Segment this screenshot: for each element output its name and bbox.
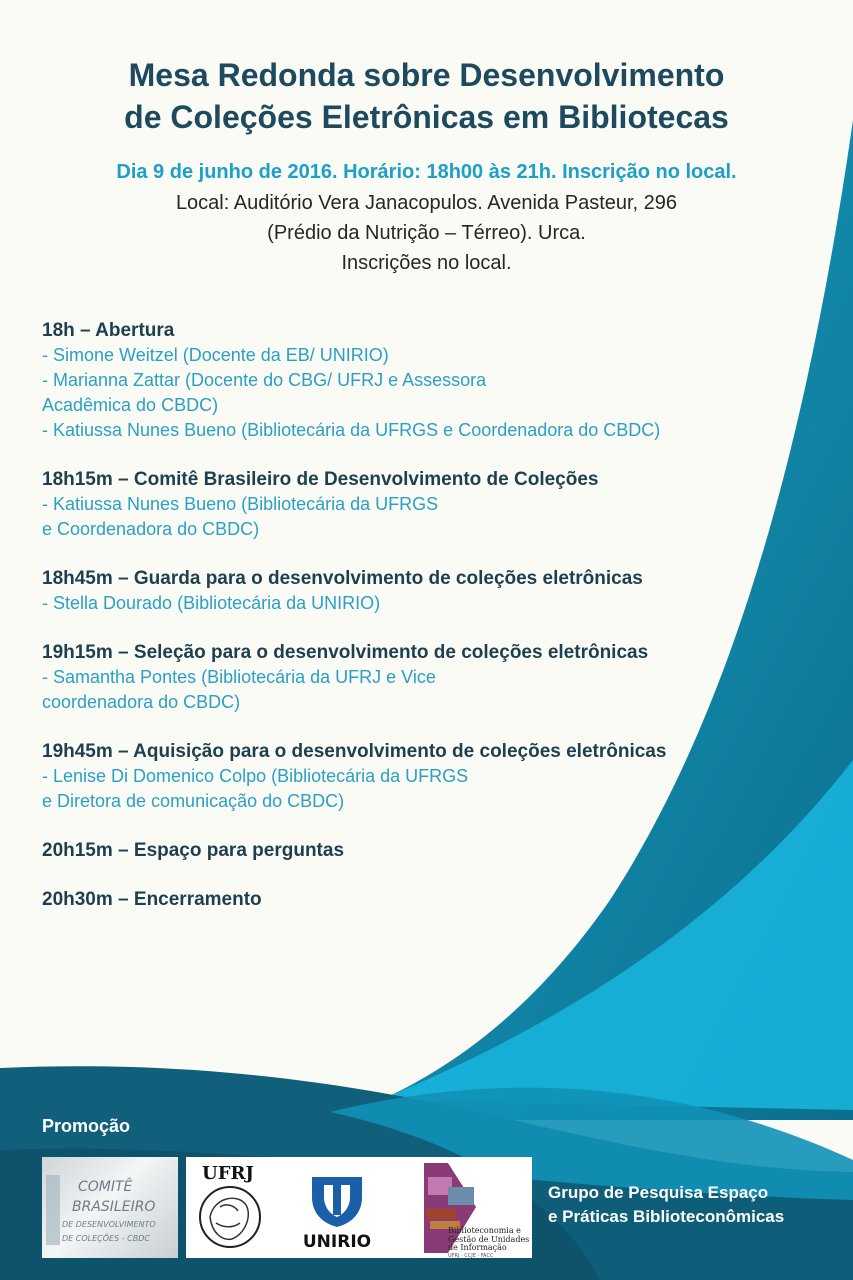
session-selecao: [42, 640, 822, 715]
speaker-line: - Stella Dourado (Bibliotecária da UNIRIO): [42, 593, 381, 613]
session-opening: [42, 318, 822, 443]
bib-logo-text-2: Gestão de Unidades: [448, 1235, 530, 1244]
bib-logo-text-3: de Informação: [448, 1243, 507, 1252]
unirio-logo: [303, 1177, 371, 1252]
research-group-name: [548, 1181, 784, 1229]
cbdc-logo-art: [42, 1157, 178, 1258]
cbdc-logo-text-2: BRASILEIRO: [72, 1199, 156, 1215]
speaker-line: coordenadora do CBDC): [42, 692, 241, 712]
speaker-line: e Diretora de comunicação do CBDC): [42, 791, 345, 811]
speaker-line: - Marianna Zattar (Docente do CBG/ UFRJ e Assessora: [42, 370, 487, 390]
unirio-logo-text: UNIRIO: [302, 1232, 372, 1252]
research-group-line-1: Grupo de Pesquisa Espaço: [548, 1183, 769, 1202]
session-title: 19h45m – Aquisição para o desenvolvimento de coleções eletrônicas: [42, 741, 667, 762]
session-title: 18h45m – Guarda para o desenvolvimento de coleções eletrônicas: [42, 568, 643, 589]
cbdc-logo: [42, 1157, 178, 1258]
speaker-line: e Coordenadora do CBDC): [42, 519, 260, 539]
event-title-line-2: de Coleções Eletrônicas em Bibliotecas: [124, 99, 729, 135]
location-line-2: (Prédio da Nutrição – Térreo). Urca.: [267, 222, 586, 244]
program-schedule: [42, 318, 822, 936]
cbdc-logo-text-4: DE COLEÇÕES - CBDC: [62, 1234, 150, 1243]
session-committee: [42, 467, 822, 542]
ufrj-logo-text: UFRJ: [202, 1163, 254, 1184]
session-title: 18h15m – Comitê Brasileiro de Desenvolvimento de Coleções: [42, 469, 599, 490]
session-title: 20h15m – Espaço para perguntas: [42, 840, 345, 861]
research-group-line-2: e Práticas Biblioteconômicas: [548, 1207, 785, 1226]
partner-logos: [186, 1157, 532, 1258]
bib-logo-text-4: UFRJ · CCJE · FACC: [448, 1253, 494, 1258]
speaker-line: - Simone Weitzel (Docente da EB/ UNIRIO): [42, 345, 389, 365]
session-aquisicao: [42, 739, 822, 814]
promotion-label: Promoção: [42, 1116, 131, 1136]
cbdc-logo-text-3: DE DESENVOLVIMENTO: [62, 1220, 156, 1229]
speaker-line: Acadêmica do CBDC): [42, 395, 219, 415]
session-title: 20h30m – Encerramento: [42, 889, 262, 910]
partner-logos-art: [186, 1157, 532, 1258]
event-title-line-1: Mesa Redonda sobre Desenvolvimento: [128, 57, 725, 93]
location-line-3: Inscrições no local.: [341, 252, 512, 274]
speaker-line: - Lenise Di Domenico Colpo (Bibliotecária da UFRGS: [42, 766, 469, 786]
session-title: 19h15m – Seleção para o desenvolvimento de coleções eletrônicas: [42, 642, 649, 663]
session-closing: [42, 887, 822, 912]
speaker-line: - Katiussa Nunes Bueno (Bibliotecária da UFRGS: [42, 494, 439, 514]
speaker-line: - Samantha Pontes (Bibliotecária da UFRJ e Vice: [42, 667, 436, 687]
session-title: 18h – Abertura: [42, 320, 175, 341]
event-date-line: Dia 9 de junho de 2016. Horário: 18h00 às 21h. Inscrição no local.: [116, 161, 737, 183]
cbdc-logo-text-1: COMITÊ: [78, 1179, 133, 1195]
biblioteconomia-logo: [424, 1163, 529, 1258]
ufrj-logo: [200, 1163, 260, 1247]
session-guarda: [42, 566, 822, 616]
session-questions: [42, 838, 822, 863]
bib-logo-text-1: Biblioteconomia e: [448, 1226, 521, 1235]
speaker-line: - Katiussa Nunes Bueno (Bibliotecária da UFRGS e Coordenadora do CBDC): [42, 420, 661, 440]
location-line-1: Local: Auditório Vera Janacopulos. Avenida Pasteur, 296: [175, 192, 678, 214]
